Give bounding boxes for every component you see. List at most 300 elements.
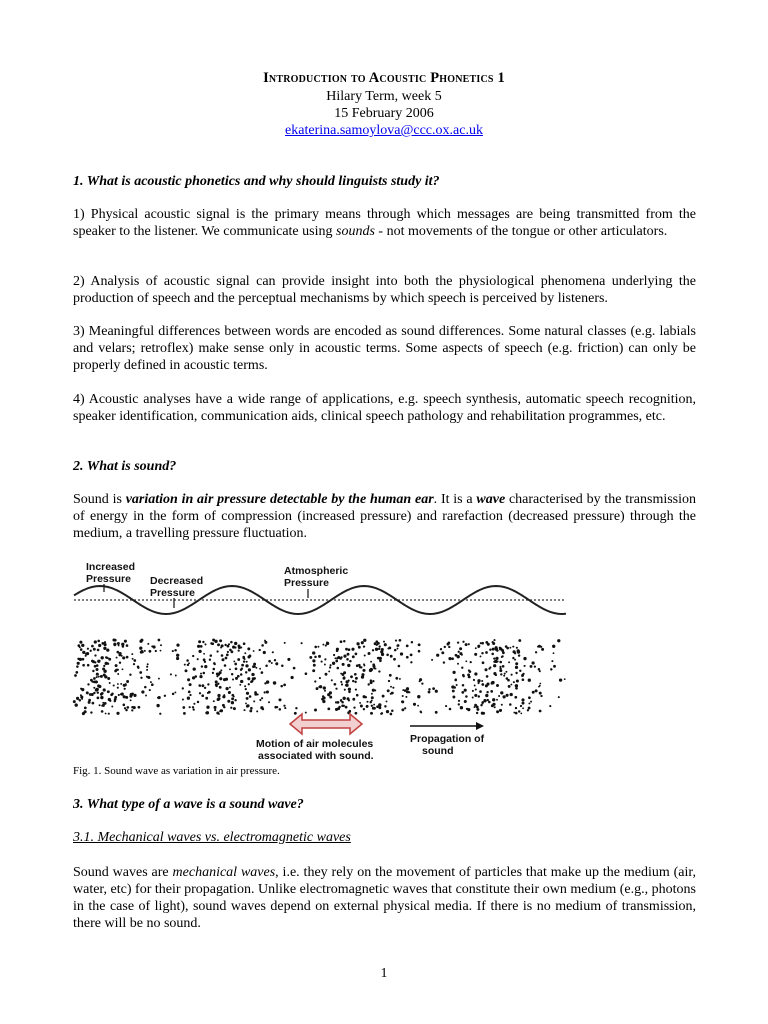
- air-molecule: [370, 712, 373, 715]
- air-molecule: [225, 678, 228, 681]
- air-molecule: [444, 646, 446, 648]
- air-molecule: [474, 704, 477, 707]
- air-molecule: [511, 674, 513, 676]
- air-molecule: [464, 689, 467, 692]
- air-molecule: [512, 657, 514, 659]
- sound-wave-figure: [72, 558, 572, 768]
- air-molecule: [496, 710, 499, 713]
- air-molecule: [513, 650, 516, 653]
- air-molecule: [189, 683, 192, 686]
- air-molecule: [96, 664, 99, 667]
- air-molecule: [522, 707, 524, 709]
- air-molecule: [459, 652, 462, 655]
- air-molecule: [428, 688, 430, 690]
- air-molecule: [100, 696, 103, 699]
- air-molecule: [237, 675, 240, 678]
- air-molecule: [419, 680, 421, 682]
- air-molecule: [401, 708, 404, 711]
- air-molecule: [482, 712, 485, 715]
- air-molecule: [223, 694, 225, 696]
- air-molecule: [343, 697, 346, 700]
- air-molecule: [273, 681, 276, 684]
- email-link[interactable]: ekaterina.samoylova@ccc.ox.ac.uk: [285, 123, 483, 138]
- document-title: Introduction to Acoustic Phonetics 1: [263, 70, 505, 86]
- air-molecule: [130, 693, 133, 696]
- air-molecule: [77, 662, 80, 665]
- air-molecule: [232, 678, 234, 680]
- air-molecule: [387, 689, 390, 692]
- air-molecule: [206, 711, 209, 714]
- air-molecule: [480, 655, 482, 657]
- air-molecule: [247, 655, 250, 658]
- air-molecule: [393, 658, 396, 661]
- air-molecule: [218, 673, 220, 675]
- air-molecule: [224, 644, 226, 646]
- air-molecule: [314, 656, 317, 659]
- air-molecule: [370, 661, 372, 663]
- air-molecule: [264, 641, 266, 643]
- air-molecule: [118, 645, 120, 647]
- air-molecule: [73, 700, 76, 703]
- air-molecule: [362, 669, 365, 672]
- increased-label-1: Increased: [86, 561, 136, 573]
- air-molecule: [314, 680, 316, 682]
- air-molecule: [193, 703, 195, 705]
- air-molecule: [158, 639, 161, 642]
- air-molecule: [240, 647, 242, 649]
- air-molecule: [494, 706, 496, 708]
- air-molecule: [484, 668, 487, 671]
- air-molecule: [465, 643, 468, 646]
- air-molecule: [187, 664, 189, 666]
- air-molecule: [215, 680, 218, 683]
- air-molecule: [386, 710, 389, 713]
- air-molecule: [445, 705, 447, 707]
- air-molecule: [259, 649, 261, 651]
- sound-wave-diagram: [72, 558, 572, 768]
- air-molecule: [496, 699, 498, 701]
- air-molecule: [417, 705, 419, 707]
- air-molecule: [206, 706, 209, 709]
- air-molecule: [139, 671, 142, 674]
- air-molecule: [323, 686, 326, 689]
- air-molecule: [220, 669, 222, 671]
- air-molecule: [140, 677, 142, 679]
- air-molecule: [539, 692, 542, 695]
- air-molecule: [172, 650, 174, 652]
- air-molecule: [204, 665, 207, 668]
- molecule-motion-arrow: [290, 714, 362, 734]
- air-molecule: [245, 702, 247, 704]
- air-molecule: [197, 658, 199, 660]
- air-molecule: [241, 664, 244, 667]
- air-molecule: [229, 686, 231, 688]
- air-molecule: [97, 697, 100, 700]
- air-molecule: [476, 708, 479, 711]
- air-molecule: [397, 648, 399, 650]
- air-molecule: [201, 665, 203, 667]
- air-molecule: [363, 708, 365, 710]
- air-molecule: [101, 705, 103, 707]
- air-molecule: [337, 667, 340, 670]
- air-molecule: [465, 695, 468, 698]
- air-molecule: [488, 701, 491, 704]
- air-molecule: [492, 703, 495, 706]
- air-molecule: [474, 694, 477, 697]
- air-molecule: [508, 661, 510, 663]
- air-molecule: [199, 685, 201, 687]
- air-molecule: [326, 642, 329, 645]
- air-molecule: [518, 639, 521, 642]
- air-molecule: [133, 694, 136, 697]
- air-molecule: [106, 648, 109, 651]
- air-molecule: [225, 657, 228, 660]
- air-molecule: [133, 659, 136, 662]
- air-molecule: [247, 647, 250, 650]
- air-molecule: [276, 706, 278, 708]
- air-molecule: [158, 678, 160, 680]
- air-molecule: [499, 667, 501, 669]
- air-molecule: [475, 647, 477, 649]
- air-molecule: [144, 650, 146, 652]
- air-molecule: [232, 646, 235, 649]
- air-molecule: [101, 656, 104, 659]
- air-molecule: [485, 684, 488, 687]
- air-molecule: [394, 649, 397, 652]
- air-molecule: [115, 664, 118, 667]
- air-molecule: [108, 713, 110, 715]
- air-molecule: [322, 700, 325, 703]
- air-molecule: [413, 703, 416, 706]
- air-molecule: [420, 711, 422, 713]
- air-molecule: [522, 678, 525, 681]
- air-molecule: [312, 659, 315, 662]
- air-molecule: [316, 687, 319, 690]
- air-molecule: [380, 713, 382, 715]
- air-molecule: [160, 650, 162, 652]
- air-molecule: [516, 647, 518, 649]
- air-molecule: [452, 671, 455, 674]
- air-molecule: [411, 641, 413, 643]
- air-molecule: [255, 667, 257, 669]
- air-molecule: [515, 707, 517, 709]
- air-molecule: [480, 642, 482, 644]
- air-molecule: [198, 650, 201, 653]
- air-molecule: [530, 665, 533, 668]
- air-molecule: [140, 639, 143, 642]
- air-molecule: [103, 670, 106, 673]
- air-molecule: [245, 664, 248, 667]
- air-molecule: [496, 684, 499, 687]
- section-1-paragraph-4: 4) Acoustic analyses have a wide range of applications, e.g. speech synthesis, automatic speech recognition, speaker identification, communication aids, clinical speech pathology and rehabilitation programmes, etc.: [73, 392, 696, 424]
- air-molecule: [261, 671, 264, 674]
- air-molecule: [256, 710, 258, 712]
- air-molecule: [506, 677, 509, 680]
- air-molecule: [220, 647, 222, 649]
- air-molecule: [101, 710, 104, 713]
- air-molecule: [483, 699, 486, 702]
- air-molecule: [246, 704, 249, 707]
- air-molecule: [355, 677, 358, 680]
- air-molecule: [384, 705, 386, 707]
- air-molecule: [478, 695, 480, 697]
- air-molecule: [114, 698, 116, 700]
- air-molecule: [558, 696, 560, 698]
- air-molecule: [312, 669, 315, 672]
- air-molecule: [478, 646, 480, 648]
- motion-label-1: Motion of air molecules: [256, 738, 374, 750]
- air-molecule: [449, 708, 452, 711]
- air-molecule: [378, 648, 380, 650]
- air-molecule: [520, 705, 522, 707]
- air-molecule: [99, 704, 101, 706]
- air-molecule: [551, 660, 553, 662]
- air-molecule: [468, 676, 470, 678]
- air-molecule: [238, 649, 240, 651]
- air-molecule: [197, 645, 200, 648]
- air-molecule: [386, 654, 389, 657]
- air-molecule: [104, 702, 107, 705]
- air-molecule: [251, 680, 254, 683]
- air-molecule: [435, 711, 438, 714]
- air-molecule: [499, 709, 502, 712]
- air-molecule: [90, 679, 93, 682]
- air-molecule: [469, 670, 472, 673]
- air-molecule: [456, 684, 458, 686]
- air-molecule: [354, 681, 356, 683]
- section-1-paragraph-3: 3) Meaningful differences between words are encoded as sound differences. Some natural classes (e.g. labials and velars; retroflex) make sense only in acoustic terms. Some aspects of speech (e.g. friction) can only be properly defined in acoustic terms.: [73, 324, 696, 373]
- air-molecule: [406, 645, 409, 648]
- air-molecule: [515, 672, 517, 674]
- air-molecule: [399, 678, 401, 680]
- air-molecule: [492, 698, 495, 701]
- air-molecule: [391, 709, 394, 712]
- air-molecule: [151, 683, 154, 686]
- air-molecule: [398, 665, 401, 668]
- air-molecule: [137, 666, 140, 669]
- air-molecule: [350, 675, 353, 678]
- air-molecule: [253, 677, 256, 680]
- air-molecule: [217, 683, 219, 685]
- air-molecule: [97, 649, 100, 652]
- air-molecule: [187, 678, 190, 681]
- air-molecule: [337, 656, 340, 659]
- air-molecule: [461, 667, 463, 669]
- air-molecule: [335, 688, 337, 690]
- air-molecule: [92, 702, 95, 705]
- air-molecule: [109, 682, 111, 684]
- air-molecule: [485, 651, 488, 654]
- air-molecule: [539, 683, 541, 685]
- air-molecule: [246, 661, 248, 663]
- air-molecule: [193, 708, 195, 710]
- air-molecule: [240, 673, 243, 676]
- air-molecule: [406, 656, 409, 659]
- atmospheric-label-2: Pressure: [284, 577, 329, 589]
- air-molecule: [488, 667, 490, 669]
- air-molecule: [486, 675, 489, 678]
- air-molecule: [509, 703, 512, 706]
- air-molecule: [74, 674, 77, 677]
- air-molecule: [357, 642, 359, 644]
- air-molecule: [356, 694, 359, 697]
- air-molecule: [443, 661, 445, 663]
- air-molecule: [222, 704, 225, 707]
- air-molecule: [382, 695, 385, 698]
- air-molecule: [564, 678, 566, 680]
- air-molecule: [368, 683, 370, 685]
- air-molecule: [113, 643, 116, 646]
- air-molecule: [343, 640, 345, 642]
- air-molecule: [117, 669, 119, 671]
- air-molecule: [345, 706, 348, 709]
- air-molecule: [235, 667, 238, 670]
- air-molecule: [105, 662, 108, 665]
- air-molecule: [155, 650, 157, 652]
- air-molecule: [104, 641, 106, 643]
- air-molecule: [244, 658, 246, 660]
- air-molecule: [371, 696, 374, 699]
- air-molecule: [524, 665, 526, 667]
- air-molecule: [195, 675, 198, 678]
- air-molecule: [188, 691, 191, 694]
- air-molecule: [141, 690, 144, 693]
- air-molecule: [211, 642, 214, 645]
- air-molecule: [553, 652, 555, 654]
- air-molecule: [103, 665, 105, 667]
- air-molecule: [505, 671, 507, 673]
- air-molecule: [216, 650, 218, 652]
- propagation-label-1: Propagation of: [410, 733, 485, 745]
- air-molecule: [207, 683, 209, 685]
- air-molecule: [495, 657, 498, 660]
- air-molecule: [96, 673, 99, 676]
- air-molecule: [490, 690, 493, 693]
- air-molecule: [124, 688, 126, 690]
- air-molecule: [214, 640, 217, 643]
- air-molecule: [95, 688, 98, 691]
- air-molecule: [375, 640, 378, 643]
- air-molecule: [189, 706, 191, 708]
- air-molecule: [390, 686, 392, 688]
- air-molecule: [314, 646, 317, 649]
- air-molecule: [98, 676, 100, 678]
- air-molecule: [213, 662, 216, 665]
- air-molecule: [499, 661, 502, 664]
- air-molecule: [146, 669, 148, 671]
- air-molecule: [109, 700, 111, 702]
- air-molecule: [343, 676, 345, 678]
- air-molecule: [372, 707, 375, 710]
- air-molecule: [200, 673, 202, 675]
- air-molecule: [375, 668, 377, 670]
- air-molecule: [468, 643, 470, 645]
- air-molecule: [119, 652, 122, 655]
- air-molecule: [301, 642, 303, 644]
- air-molecule: [132, 658, 134, 660]
- air-molecule: [231, 697, 234, 700]
- air-molecule: [541, 648, 544, 651]
- propagation-label-2: sound: [422, 745, 454, 757]
- air-molecule: [515, 666, 518, 669]
- air-molecule: [214, 709, 216, 711]
- air-molecule: [279, 698, 282, 701]
- air-molecule: [376, 705, 379, 708]
- air-molecule: [406, 687, 409, 690]
- air-molecule: [144, 686, 147, 689]
- air-molecule: [322, 695, 324, 697]
- air-molecule: [250, 707, 253, 710]
- air-molecule: [92, 660, 95, 663]
- air-molecule: [244, 685, 246, 687]
- air-molecule: [243, 660, 245, 662]
- air-molecule: [293, 667, 296, 670]
- air-molecule: [458, 703, 460, 705]
- air-molecule: [104, 643, 107, 646]
- air-molecule: [508, 685, 511, 688]
- air-molecule: [418, 650, 421, 653]
- air-molecule: [549, 705, 551, 707]
- air-molecule: [219, 710, 221, 712]
- air-molecule: [79, 641, 82, 644]
- air-molecule: [261, 697, 263, 699]
- air-molecule: [205, 697, 208, 700]
- air-molecule: [363, 663, 365, 665]
- air-molecule: [503, 675, 505, 677]
- air-molecule: [133, 706, 136, 709]
- air-molecule: [231, 701, 234, 704]
- air-molecule: [119, 662, 121, 664]
- air-molecule: [123, 704, 126, 707]
- air-molecule: [410, 654, 413, 657]
- air-molecule: [272, 651, 274, 653]
- air-molecule: [265, 665, 268, 668]
- air-molecule: [212, 672, 214, 674]
- air-molecule: [485, 694, 488, 697]
- air-molecule: [334, 657, 336, 659]
- air-molecule: [528, 702, 530, 704]
- air-molecule: [219, 677, 222, 680]
- air-molecule: [352, 655, 355, 658]
- air-molecule: [461, 691, 464, 694]
- air-molecule: [79, 699, 82, 702]
- air-molecule: [404, 707, 406, 709]
- air-molecule: [233, 660, 235, 662]
- air-molecule: [176, 657, 179, 660]
- air-molecule: [98, 644, 101, 647]
- air-molecule: [458, 700, 460, 702]
- air-molecule: [145, 695, 147, 697]
- air-molecule: [355, 712, 358, 715]
- air-molecule: [344, 689, 346, 691]
- air-molecule: [97, 640, 100, 643]
- air-molecule: [228, 691, 231, 694]
- air-molecule: [221, 654, 224, 657]
- decreased-label-1: Decreased: [150, 575, 204, 587]
- air-molecule: [441, 651, 444, 654]
- air-molecule: [557, 639, 560, 642]
- air-molecule: [448, 646, 450, 648]
- air-molecule: [200, 645, 203, 648]
- air-molecule: [516, 679, 519, 682]
- air-molecule: [248, 683, 250, 685]
- air-molecule: [124, 684, 127, 687]
- air-molecule: [96, 668, 99, 671]
- air-molecule: [329, 696, 332, 699]
- air-molecule: [75, 671, 78, 674]
- air-molecule: [530, 701, 532, 703]
- air-molecule: [405, 696, 407, 698]
